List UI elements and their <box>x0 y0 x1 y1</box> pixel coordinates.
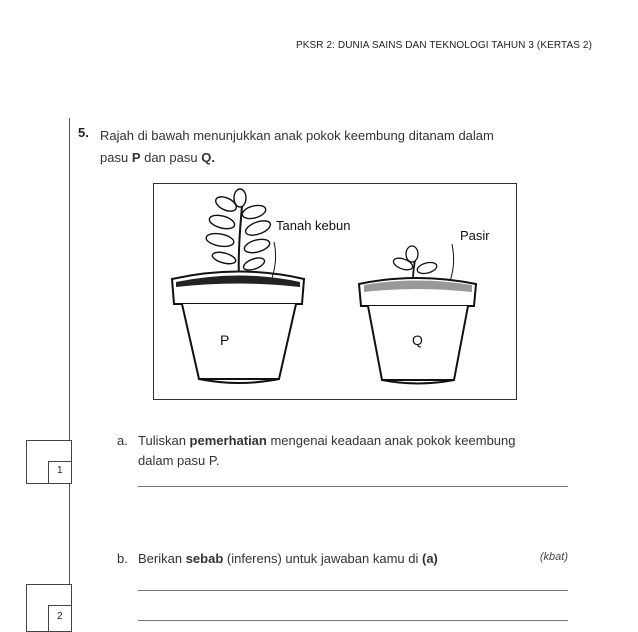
stem-line-1: Rajah di bawah menunjukkan anak pokok keembung ditanam dalam <box>100 128 494 143</box>
margin-line <box>69 118 70 630</box>
question-stem <box>100 125 570 169</box>
page-header: PKSR 2: DUNIA SAINS DAN TEKNOLOGI TAHUN 3 (KERTAS 2) <box>295 40 592 51</box>
part-a-text-pre: Tuliskan <box>138 433 190 448</box>
question-number: 5. <box>78 125 89 140</box>
stem-text: pasu <box>100 150 132 165</box>
label-pasir: Pasir <box>460 228 490 243</box>
pot-p-ref: P <box>131 150 141 165</box>
part-a-text-post: mengenai keadaan anak pokok keembung <box>266 433 516 448</box>
part-a-line-2: dalam pasu P. <box>138 453 220 468</box>
pots-illustration <box>154 184 518 401</box>
pot-q-ref: Q. <box>201 150 215 165</box>
label-tanah-kebun: Tanah kebun <box>276 218 351 233</box>
stem-line-2 <box>100 147 570 169</box>
part-b-ref: (a) <box>422 551 438 566</box>
label-pot-q: Q <box>412 332 423 348</box>
stem-text: dan pasu <box>140 150 202 165</box>
answer-line-a[interactable] <box>138 486 568 487</box>
part-b-text-mid: (inferens) untuk jawaban kamu di <box>223 551 422 566</box>
answer-line-b-2[interactable] <box>138 620 568 621</box>
kbat-tag: (kbat) <box>539 551 568 563</box>
part-b-keyword: sebab <box>185 551 224 566</box>
part-a-keyword: pemerhatian <box>189 433 267 448</box>
answer-line-b-1[interactable] <box>138 590 568 591</box>
mark-b-value: 2 <box>57 611 63 622</box>
label-pot-p: P <box>220 332 230 348</box>
part-a-text <box>138 431 578 451</box>
part-b-text-pre: Berikan <box>138 551 186 566</box>
mark-a-value: 1 <box>57 465 63 476</box>
part-b-text <box>138 549 438 569</box>
plant-pot-figure <box>153 183 517 400</box>
part-a-letter: a. <box>117 433 128 448</box>
part-b-letter: b. <box>117 551 128 566</box>
